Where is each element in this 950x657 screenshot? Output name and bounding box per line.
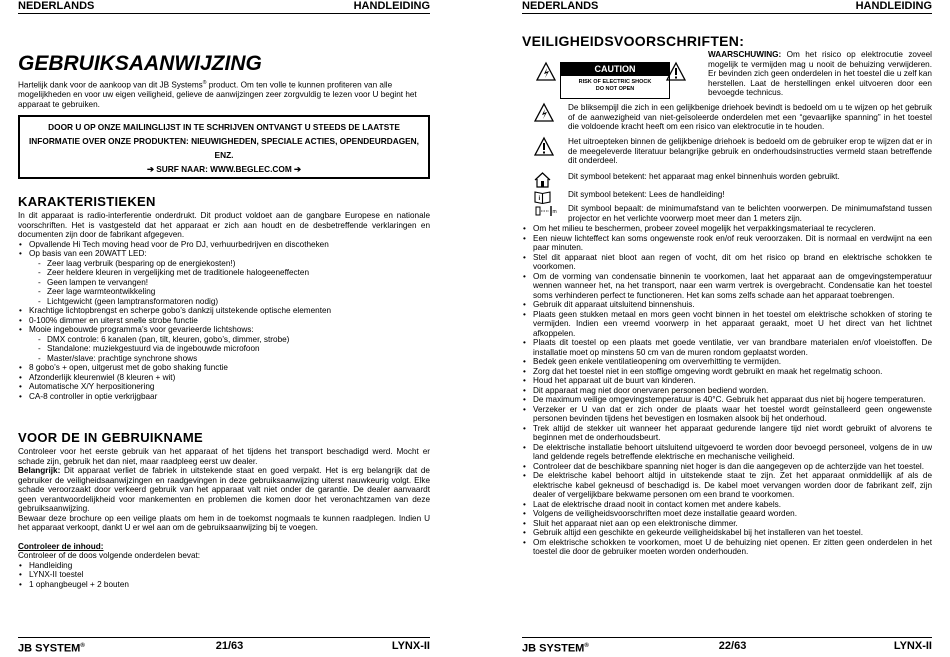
safety-rule-item: • Zorg dat het toestel niet in een stoffige omgeving wordt gebruikt en maak het regelmatig schoon. — [522, 367, 932, 377]
feature-item: • Krachtige lichtopbrengst en scherpe gobo’s dankzij uitstekende optische elementen — [18, 306, 430, 316]
left-header — [18, 0, 430, 14]
caution-label: CAUTION RISK OF ELECTRIC SHOCK DO NOT OPEN — [560, 62, 670, 99]
safety-rule-item: • Controleer dat de beschikbare spanning niet hoger is dan die aangegeven op de achterzijde van het toestel. — [522, 462, 932, 472]
safety-title: VEILIGHEIDSVOORSCHRIFTEN: — [522, 33, 745, 49]
feature-item: • Mooie ingebouwde programma’s voor gevarieerde lichtshows: — [18, 325, 430, 335]
usage-section — [18, 447, 430, 589]
read-manual-icon — [534, 190, 551, 204]
contents-item: • Handleiding — [18, 561, 430, 571]
left-footer — [18, 637, 430, 654]
safety-rule-item: • Plaats dit toestel op een plaats met goede ventilatie, ver van brandbare materialen en/of vloeistoffen. De installatie moet op minstens 50 cm van de muren rondom geplaatst worden. — [522, 338, 932, 357]
contents-list — [18, 561, 430, 590]
right-page: NEDERLANDS HANDLEIDING VEILIGHEIDSVOORSCHRIFTEN: CAUTION RISK OF ELECTRIC SHOCK DO NOT OPEN WAARSCHUWING: Om het risico op elektrocutie zoveel mogelijk te vermijden mag u nooit de behuizing verwijderen. Er bevinden zich geen onderdelen in het toestel die u zelf kan herstellen. Laat de herstellingen enkel uitvoeren door een bevoegde technicus. De bliksempijl die zich in een gelijkbenige driehoek bevindt is bedoeld om u te wijzen op het gebruik of de aanwezigheid van niet-geïsoleerde onderdelen met een “gevaarlijke spanning” in het toestel die voldoende kracht heeft om een risico van elektrocutie in te houden. Het uitroepteken binnen de gelijkbenige driehoek is bedoeld om de gebruiker erop te wijzen dat er in de meegeleverde literatuur belangrijke gebruik en onderhoudsinstructies vermeld staan betreffende dit onderdeel. Dit symbool betekent: het apparaat mag enkel binnenhuis worden gebruikt. i Dit symbool betekent: Lees de handleiding! m Dit symbool bepaalt: de minimumafstand van te belichten voorwerpen. De minimumafstand tussen projector en het verlichte voorwerp moet meer dan 1 meters zijn. • Om het milieu te beschermen, probeer zoveel mogelijk het verpakkingsmateriaal te recycleren. • Een nieuw lichteffect kan soms ongewenste rook en/of reuk veroorzaken. Dit is normaal en verdwijnt na een paar minuten. • Stel dit apparaat niet bloot aan regen of vocht, dit om het risico op brand en elektrische schokken te voorkomen. • Om de vorming van condensatie binnenin te voorkomen, laat het apparaat aan de omgevingstemperatuur wennen wanneer het, na het transport, naar een warm vertrek is overgebracht. Condensatie kan het toestel soms verhinderen perfect te functioneren. Het kan soms zelfs schade aan het apparaat toebrengen. • Gebruik dit apparaat uitsluitend binnenshuis. • Plaats geen stukken metaal en mors geen vocht binnen in het toestel om elektrische schokken of storing te vermijden. Indien een vreemd voorwerp in het apparaat geraakt, moet U het direct van het lichtnet afkoppelen. • Plaats dit toestel op een plaats met goede ventilatie, ver van brandbare materialen en/of vloeistoffen. De installatie moet op minstens 50 cm van de muren rondom geplaatst worden. • Bedek geen enkele ventilatieopening om oververhitting te vermijden. • Zorg dat het toestel niet in een stoffige omgeving wordt gebruikt en maak het regelmatig schoon. • Houd het apparaat uit de buurt van kinderen. • Dit apparaat mag niet door onervaren personen bediend worden. • De maximum veilige omgevingstemperatuur is 40°C. Gebruik het apparaat dus niet bij hogere temperaturen. • Verzeker er U van dat er zich onder de plaats waar het toestel wordt geïnstalleerd geen ongewenste personen bevinden tijdens het bevestigen en losmaken alsook bij het onderhoud. • Trek altijd de stekker uit wanneer het apparaat gedurende langere tijd niet wordt gebruikt of alvorens te beginnen met de onderhoudsbeurt. • De elektrische installatie behoort uitsluitend uitgevoerd te worden door bevoegd personeel, volgens de in uw land geldende regels betreffende elektrische en mechanische veiligheid. • Controleer dat de beschikbare spanning niet hoger is dan die aangegeven op de achterzijde van het toestel. • De elektrische kabel behoort altijd in uitstekende staat te zijn. Zet het apparaat onmiddellijk af als de elektrische kabel gekneusd of beschadigd is. De kabel moet vervangen worden door de fabrikant zelf, zijn dealer of vergelijkbare bekwame personen om een brand te voorkomen. • Laat de elektrische draad nooit in contact komen met andere kabels. • Volgens de veiligheidsvoorschriften moet deze installatie geaard worden. • Sluit het apparaat niet aan op een elektronische dimmer. • Gebruik altijd een geschikte en gekeurde veiligheidskabel bij het installeren van het toestel. • Om elektrische schokken te voorkomen, moet U de behuizing niet openen. Er zitten geen onderdelen in het toestel die door de gebruiker moeten worden onderhouden. JB SYSTEM® 22/63 LYNX-II — [522, 0, 932, 654]
footer-model: LYNX-II — [391, 640, 430, 652]
footer-page-number: 21/63 — [215, 640, 244, 652]
footer-brand: JB SYSTEM® — [522, 642, 589, 655]
usage-paragraph-3: Bewaar deze brochure op een veilige plaats om hem in de toekomst nogmaals te kunnen raadplegen. Indien U het apparaat verkoopt, dankt U er wel aan om de gebruiksaanwijzing bij te voegen. — [18, 513, 430, 532]
header-doc-title: HANDLEIDING — [353, 0, 430, 12]
safety-rule-item: • Om het milieu te beschermen, probeer zoveel mogelijk het verpakkingsmateriaal te recycleren. — [522, 224, 932, 234]
safety-rules — [522, 224, 932, 557]
caution-area — [522, 50, 932, 102]
feature-item: • Automatische X/Y herpositionering — [18, 382, 430, 392]
minimum-distance-icon — [534, 204, 556, 218]
safety-rule-item: • Laat de elektrische draad nooit in contact komen met andere kabels. — [522, 500, 932, 510]
safety-rule-item: • Dit apparaat mag niet door onervaren personen bediend worden. — [522, 386, 932, 396]
feature-item: • Afzonderlijk kleurenwiel (8 kleuren + wit) — [18, 373, 430, 383]
safety-rule-item: • Bedek geen enkele ventilatieopening om oververhitting te vermijden. — [522, 357, 932, 367]
feature-subitem: - Geen lampen te vervangen! — [18, 278, 430, 288]
feature-item: • Opvallende Hi Tech moving head voor de Pro DJ, verhuurbedrijven en discotheken — [18, 240, 430, 250]
feature-subitem: - DMX controle: 6 kanalen (pan, tilt, kleuren, gobo’s, dimmer, strobe) — [18, 335, 430, 345]
safety-rule-item: • Volgens de veiligheidsvoorschriften moet deze installatie geaard worden. — [522, 509, 932, 519]
website-link[interactable]: ➔ SURF NAAR: WWW.BEGLEC.COM ➔ — [146, 164, 301, 174]
safety-rule-item: • Om elektrische schokken te voorkomen, moet U de behuizing niet openen. Er zitten geen onderdelen in het toestel die door de gebruiker moeten worden onderhouden. — [522, 538, 932, 557]
lightning-triangle-icon — [534, 103, 554, 122]
feature-item: • Op basis van een 20WATT LED: — [18, 249, 430, 259]
safety-rule-item: • Om de vorming van condensatie binnenin te voorkomen, laat het apparaat aan de omgevingstemperatuur wennen wanneer het, na het transport, naar een warm vertrek is overgebracht. Condensatie kan het toestel soms verhinderen perfect te functioneren. Het kan soms zelfs schade aan het apparaat toebrengen. — [522, 272, 932, 301]
safety-rule-item: • Verzeker er U van dat er zich onder de plaats waar het toestel wordt geïnstalleerd geen ongewenste personen bevinden tijdens het bevestigen en losmaken alsook bij het onderhoud. — [522, 405, 932, 424]
usage-paragraph-1: Controleer voor het eerste gebruik van het apparaat of het tijdens het transport beschadigd werd. Mocht er schade zijn, gebruik het dan niet, maar raadpleeg eerst uw dealer. — [18, 447, 430, 466]
mailing-list-box — [18, 115, 430, 179]
left-page — [18, 0, 430, 654]
mailing-list-text: DOOR U OP ONZE MAILINGLIJST IN TE SCHRIJVEN ONTVANGT U STEEDS DE LAATSTE INFORMATIE OVER ONZE PRODUKTEN: NIEUWIGHEDEN, SPECIALE ACTIES, OPENDEURDAGEN, ENZ. — [29, 122, 419, 160]
safety-rule-item: • Plaats geen stukken metaal en mors geen vocht binnen in het toestel om elektrische schokken of storing te vermijden. Indien een vreemd voorwerp in het apparaat geraakt, moet U het direct van het lichtnet afkoppelen. — [522, 310, 932, 339]
contents-item: • 1 ophangbeugel + 2 bouten — [18, 580, 430, 590]
feature-sublist — [18, 259, 430, 307]
feature-subitem: - Master/slave: prachtige synchrone shows — [18, 354, 430, 364]
feature-subitem: - Zeer lage warmteontwikkeling — [18, 287, 430, 297]
safety-rule-item: • Trek altijd de stekker uit wanneer het apparaat gedurende langere tijd niet wordt gebruikt of alvorens te beginnen met de onderhoudsbeurt. — [522, 424, 932, 443]
features-list — [18, 240, 430, 402]
features-intro: In dit apparaat is radio-interferentie onderdrukt. Dit product voldoet aan de gangbare Europese en nationale voorschriften. Het is vastgesteld dat het apparaat er zich aan houdt en de desbetreffende verklaringen en documenten zijn door de fabrikant afgegeven. — [18, 211, 430, 239]
right-footer — [522, 637, 932, 654]
feature-sublist — [18, 335, 430, 364]
indoor-house-icon — [534, 172, 551, 188]
footer-page-number: 22/63 — [718, 640, 747, 652]
safety-rule-item: • Gebruik dit apparaat uitsluitend binnenshuis. — [522, 300, 932, 310]
feature-item: • 8 gobo’s + open, uitgerust met de gobo shaking functie — [18, 363, 430, 373]
safety-rule-item: • Sluit het apparaat niet aan op een elektronische dimmer. — [522, 519, 932, 529]
svg-text:i: i — [538, 196, 541, 202]
header-language: NEDERLANDS — [18, 0, 95, 12]
usage-paragraph-2: Belangrijk: Dit apparaat verliet de fabriek in uitstekende staat en goed verpakt. Het is erg belangrijk dat de gebruiker de veiligheidsaanwijzingen en raadgevingen in deze gebruiksaanwijzing uiterst nauwkeurig volgt. Elke schade veroorzaakt door verkeerd gebruik van het apparaat valt niet onder de garantie. De dealer aanvaardt geen verantwoordelijkheid voor mankementen en problemen die komen door het veronachtzamen van deze gebruiksaanwijzing. — [18, 466, 430, 513]
footer-brand: JB SYSTEM® — [18, 642, 85, 655]
feature-subitem: - Zeer heldere kleuren in vergelijking met de traditionele halogeeneffecten — [18, 268, 430, 278]
feature-item: • CA-8 controller in optie verkrijgbaar — [18, 392, 430, 402]
contents-heading: Controleer de inhoud: — [18, 541, 104, 551]
safety-rule-item: • Een nieuw lichteffect kan soms ongewenste rook en/of reuk veroorzaken. Dit is normaal en verdwijnt na een paar minuten. — [522, 234, 932, 253]
safety-rule-item: • De elektrische kabel behoort altijd in uitstekende staat te zijn. Zet het apparaat onmiddellijk af als de elektrische kabel gekneusd of beschadigd is. De kabel moet vervangen worden door de fabrikant zelf, zijn dealer of vergelijkbare bekwame personen om een brand te voorkomen. — [522, 471, 932, 500]
header-doc-title: HANDLEIDING — [855, 0, 932, 12]
warning-text: WAARSCHUWING: Om het risico op elektrocutie zoveel mogelijk te vermijden mag u nooit de behuizing verwijderen. Er bevinden zich geen onderdelen in het toestel die u zelf kan herstellen. Laat de herstellingen enkel uitvoeren door een bevoegde technicus. — [708, 50, 932, 97]
header-language: NEDERLANDS — [522, 0, 599, 12]
safety-rules-list — [522, 224, 932, 557]
feature-subitem: - Standalone: muziekgestuurd via de ingebouwde microfoon — [18, 344, 430, 354]
right-header — [522, 0, 932, 14]
lightning-triangle-icon — [536, 62, 556, 81]
exclamation-triangle-icon — [534, 137, 554, 156]
safety-rule-item: • Stel dit apparaat niet bloot aan regen of vocht, dit om het risico op brand en elektrische schokken te voorkomen. — [522, 253, 932, 272]
features-section — [18, 211, 430, 401]
safety-rule-item: • Houd het apparaat uit de buurt van kinderen. — [522, 376, 932, 386]
features-heading: KARAKTERISTIEKEN — [18, 194, 156, 209]
contents-intro: Controleer of de doos volgende onderdelen bevat: — [18, 551, 201, 560]
feature-subitem: - Zeer laag verbruik (besparing op de energiekosten!) — [18, 259, 430, 269]
feature-subitem: - Lichtgewicht (geen lamptransformatoren nodig) — [18, 297, 430, 307]
intro-paragraph: Hartelijk dank voor de aankoop van dit JB Systems® product. Om ten volle te kunnen profiteren van alle mogelijkheden en voor uw eigen veiligheid, gelieve de aanwijzingen zeer zorgvuldig te lezen voor U begint het apparaat te gebruiken. — [18, 80, 417, 109]
page-title: GEBRUIKSAANWIJZING — [18, 52, 262, 75]
contents-item: • LYNX-II toestel — [18, 570, 430, 580]
safety-rule-item: • De elektrische installatie behoort uitsluitend uitgevoerd te worden door bevoegd personeel, volgens de in uw land geldende regels betreffende elektrische en mechanische veiligheid. — [522, 443, 932, 462]
footer-model: LYNX-II — [893, 640, 932, 652]
exclamation-triangle-icon — [666, 62, 686, 81]
usage-heading: VOOR DE IN GEBRUIKNAME — [18, 430, 204, 445]
feature-item: • 0-100% dimmer en uiterst snelle strobe functie — [18, 316, 430, 326]
svg-text:m: m — [552, 209, 557, 215]
safety-rule-item: • De maximum veilige omgevingstemperatuur is 40°C. Gebruik het apparaat dus niet bij hogere temperaturen. — [522, 395, 932, 405]
safety-rule-item: • Gebruik altijd een geschikte en gekeurde veiligheidskabel bij het installeren van het toestel. — [522, 528, 932, 538]
